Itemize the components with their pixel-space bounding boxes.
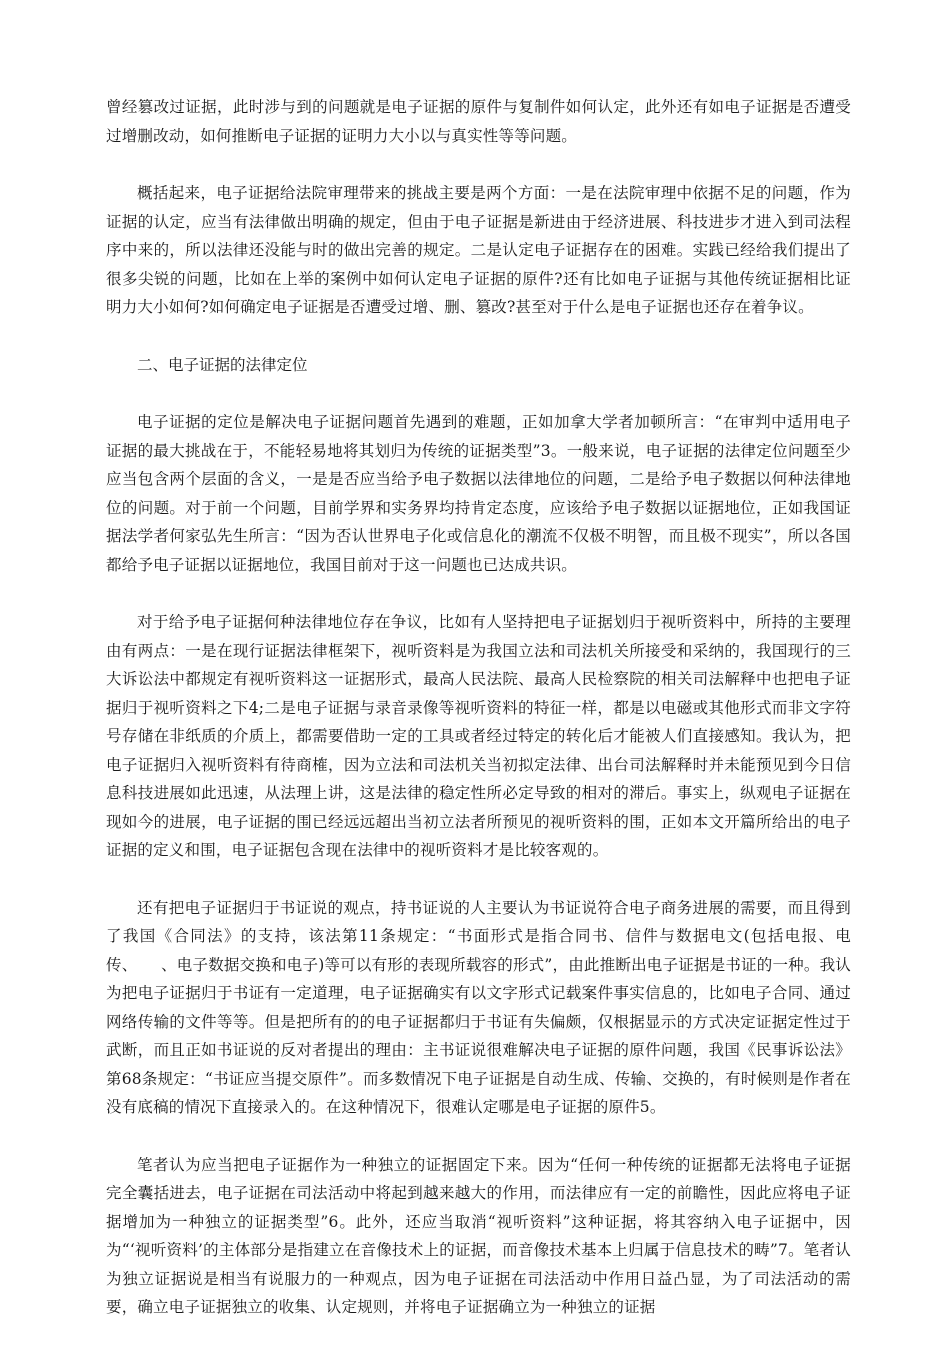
paragraph-challenges: 概括起来，电子证据给法院审理带来的挑战主要是两个方面：一是在法院审理中依据不足的问题，作为证据的认定，应当有法律做出明确的规定，但由于电子证据是新进由于经济进展、科技进步才进入到司法程序中来的，所以法律还没能与时的做出完善的规定。二是认定电子证据存在的困难。实践已经给我们提出了很多尖锐的问题，比如在上举的案例中如何认定电子证据的原件?还有比如电子证据与其他传统证据相比证明力大小如何?如何确定电子证据是否遭受过增、删、篡改?甚至对于什么是电子证据也还存在着争议。: [106, 184, 851, 316]
paragraph-continued: 曾经篡改过证据，此时涉与到的问题就是电子证据的原件与复制件如何认定，此外还有如电子证据是否遭受过增删改动，如何推断电子证据的证明力大小以与真实性等等问题。: [106, 98, 851, 145]
section-heading: 二、电子证据的法律定位: [137, 355, 308, 374]
paragraph-documentary-view: 还有把电子证据归于书证说的观点，持书证说的人主要认为书证说符合电子商务进展的需要，而且得到了我国《合同法》的支持，该法第11条规定：“书面形式是指合同书、信件与数据电文(包括电报、电传、 、电子数据交换和电子)等可以有形的表现所载容的形式”，由此推断出电子证据是书证的一种。我认为把电子证据归于书证有一定道理，电子证据确实有以文字形式记载案件事实信息的，比如电子合同、通过网络传输的文件等等。但是把所有的的电子证据都归于书证有失偏颇，仅根据显示的方式决定证据定性过于武断，而且正如书证说的反对者提出的理由：主书证说很难解决电子证据的原件问题，我国《民事诉讼法》第68条规定：“书证应当提交原件”。而多数情况下电子证据是自动生成、传输、交换的，有时候则是作者在没有底稿的情况下直接录入的。在这种情况下，很难认定哪是电子证据的原件5。: [106, 898, 851, 1116]
paragraph-audiovisual-view: 对于给予电子证据何种法律地位存在争议，比如有人坚持把电子证据划归于视听资料中，所持的主要理由有两点：一是在现行证据法律框架下，视听资料是为我国立法和司法机关所接受和采纳的，我国现行的三大诉讼法中都规定有视听资料这一证据形式，最高人民法院、最高人民检察院的相关司法解释中也把电子证据归于视听资料之下4;二是电子证据与录音录像等视听资料的特征一样，都是以电磁或其他形式而非文字符号存储在非纸质的介质上，都需要借助一定的工具或者经过特定的转化后才能被人们直接感知。我认为，把电子证据归入视听资料有待商榷，因为立法和司法机关当初拟定法律、出台司法解释时并未能预见到今日信息科技进展如此迅速，从法理上讲，这是法律的稳定性所必定导致的相对的滞后。事实上，纵观电子证据在现如今的进展，电子证据的围已经远远超出当初立法者所预见的视听资料的围，正如本文开篇所给出的电子证据的定义和围，电子证据包含现在法律中的视听资料才是比较客观的。: [106, 613, 851, 859]
document-body: [106, 93, 851, 1351]
paragraph-legal-positioning: 电子证据的定位是解决电子证据问题首先遇到的难题，正如加拿大学者加顿所言：“在审判中适用电子证据的最大挑战在于，不能轻易地将其划归为传统的证据类型”3。一般来说，电子证据的法律定位问题至少应当包含两个层面的含义，一是是否应当给予电子数据以法律地位的问题，二是给予电子数据以何种法律地位的问题。对于前一个问题，目前学界和实务界均持肯定态度，应该给予电子数据以证据地位，正如我国证据法学者何家弘先生所言：“因为否认世界电子化或信息化的潮流不仅极不明智，而且极不现实”，所以各国都给予电子证据以证据地位，我国目前对于这一问题也已达成共识。: [106, 413, 851, 574]
paragraph-independent-view: 笔者认为应当把电子证据作为一种独立的证据固定下来。因为“任何一种传统的证据都无法将电子证据完全囊括进去，电子证据在司法活动中将起到越来越大的作用，而法律应有一定的前瞻性，因此应将电子证据增加为一种独立的证据类型”6。此外，还应当取消“视听资料”这种证据，将其容纳入电子证据中，因为“‘视听资料’的主体部分是指建立在音像技术上的证据，而音像技术基本上归属于信息技术的畴”7。笔者认为独立证据说是相当有说服力的一种观点，因为电子证据在司法活动中作用日益凸显，为了司法活动的需要，确立电子证据独立的收集、认定规则，并将电子证据确立为一种独立的证据: [106, 1155, 851, 1316]
